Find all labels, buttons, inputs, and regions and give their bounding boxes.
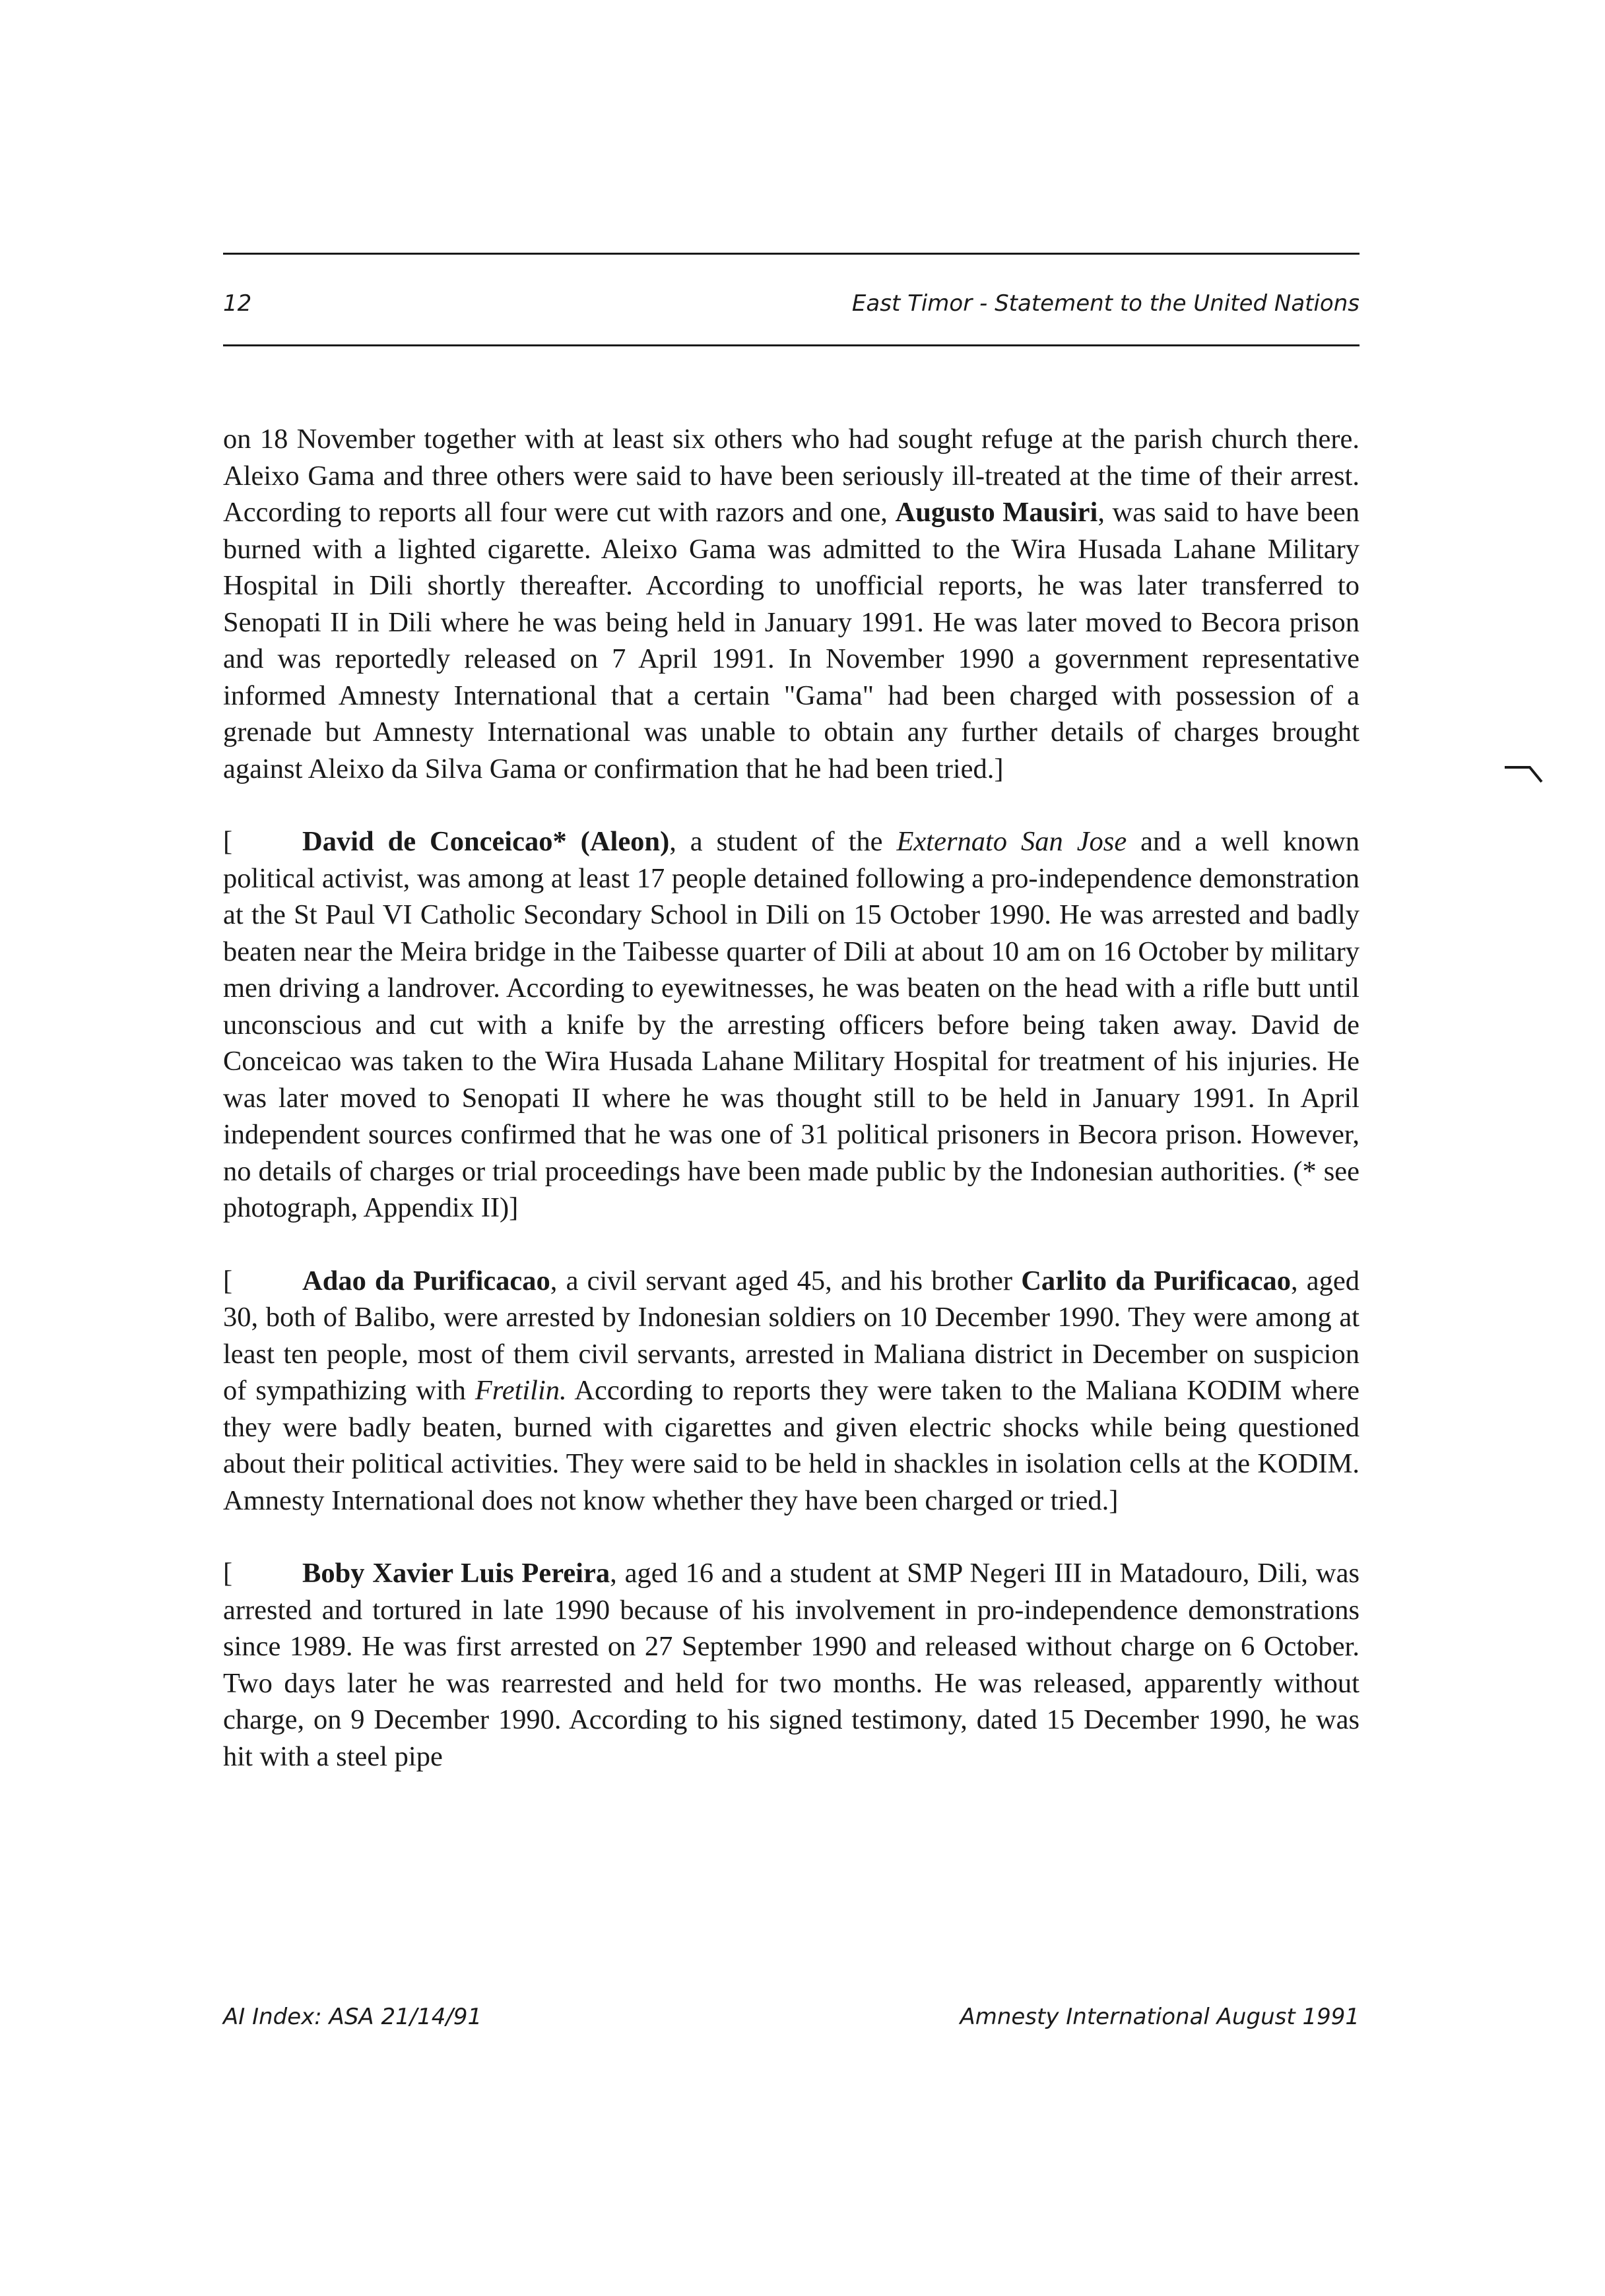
paragraph-david-de-conceicao xyxy=(223,823,1359,1227)
footer-index: AI Index: ASA 21/14/91 xyxy=(223,2004,482,2030)
running-head xyxy=(223,287,1359,320)
paragraph-text: , a student of the xyxy=(669,826,897,857)
person-name: Carlito da Purificacao xyxy=(1021,1265,1291,1296)
page-footer xyxy=(223,2000,1359,2033)
paragraph-text: , aged 30, both of Balibo, were arrested by Indonesian soldiers on 10 December 1990. They were among at least ten people, most of them civil servants, arrested in Maliana district in December on suspicion of sympathizing with xyxy=(223,1265,1359,1406)
open-bracket: [ xyxy=(223,826,233,857)
open-bracket: [ xyxy=(223,1265,233,1296)
header-top-rule xyxy=(223,253,1359,255)
person-name: Augusto Mausiri xyxy=(895,497,1098,528)
paragraph-text: on 18 November together with at least six others who had sought refuge at the parish church there. Aleixo Gama and three others were said to have been seriously ill-treated at the time of their arrest. According to reports all four were cut with razors and one, xyxy=(223,424,1359,528)
paragraph-text: , aged 16 and a student at SMP Negeri III in Matadouro, Dili, was arrested and tortured in late 1990 because of his involvement in pro-independence demonstrations since 1989. He was first arrested on 27 September 1990 and released without charge on 6 October. Two days later he was rearrested and held for two months. He was released, apparently without charge, on 9 December 1990. According to his signed testimony, dated 15 December 1990, he was hit with a steel pipe xyxy=(223,1558,1359,1772)
body-text xyxy=(223,421,1359,1811)
footer-org-date: Amnesty International August 1991 xyxy=(960,2004,1359,2030)
open-bracket: [ xyxy=(223,1558,233,1589)
organization-name: Fretilin. xyxy=(475,1375,567,1406)
person-name: Adao da Purificacao xyxy=(302,1265,550,1296)
paragraph-text: and a well known political activist, was among at least 17 people detained following a pro-independence demonstration at the St Paul VI Catholic Secondary School in Dili on 15 October 1990. He was arrested and badly beaten near the Meira bridge in the Taibesse quarter of Dili at about 10 am on 16 October by military men driving a landrover. According to eyewitnesses, he was beaten on the head with a rifle butt until unconscious and cut with a knife by the arresting officers before being taken away. David de Conceicao was taken to the Wira Husada Lahane Military Hospital for treatment of his injuries. He was later moved to Senopati II where he was thought still to be held in January 1991. In April independent sources confirmed that he was one of 31 political prisoners in Becora prison. However, no details of charges or trial proceedings have been made public by the Indonesian authorities. (* see photograph, Appendix II)] xyxy=(223,826,1359,1223)
paragraph-text: , a civil servant aged 45, and his brother xyxy=(550,1265,1022,1296)
paragraph-aleixo-gama xyxy=(223,421,1359,787)
paragraph-purificacao-brothers xyxy=(223,1263,1359,1519)
running-title: East Timor - Statement to the United Nations xyxy=(851,290,1359,317)
school-name: Externato San Jose xyxy=(896,826,1127,857)
header-bottom-rule xyxy=(223,344,1359,346)
page-number: 12 xyxy=(223,290,252,317)
paragraph-text: According to reports they were taken to the Maliana KODIM where they were badly beaten, burned with cigarettes and given electric shocks while being questioned about their political activities. They were said to be held in shackles in isolation cells at the KODIM. Amnesty International does not know whether they have been charged or tried.] xyxy=(223,1375,1359,1516)
person-name: David de Conceicao* xyxy=(302,826,567,857)
person-name: Boby Xavier Luis Pereira xyxy=(302,1558,610,1589)
paragraph-text: , was said to have been burned with a lighted cigarette. Aleixo Gama was admitted to the Wira Husada Lahane Military Hospital in Dili shortly thereafter. According to unofficial reports, he was later transferred to Senopati II in Dili where he was being held in January 1991. He was later moved to Becora prison and was reportedly released on 7 April 1991. In November 1990 a government representative informed Amnesty International that a certain "Gama" had been charged with possession of a grenade but Amnesty International was unable to obtain any further details of charges brought against Aleixo da Silva Gama or confirmation that he had been tried.] xyxy=(223,497,1359,784)
margin-mark-icon xyxy=(1503,762,1550,788)
paragraph-boby-pereira xyxy=(223,1555,1359,1775)
person-alias: (Aleon) xyxy=(566,826,670,857)
